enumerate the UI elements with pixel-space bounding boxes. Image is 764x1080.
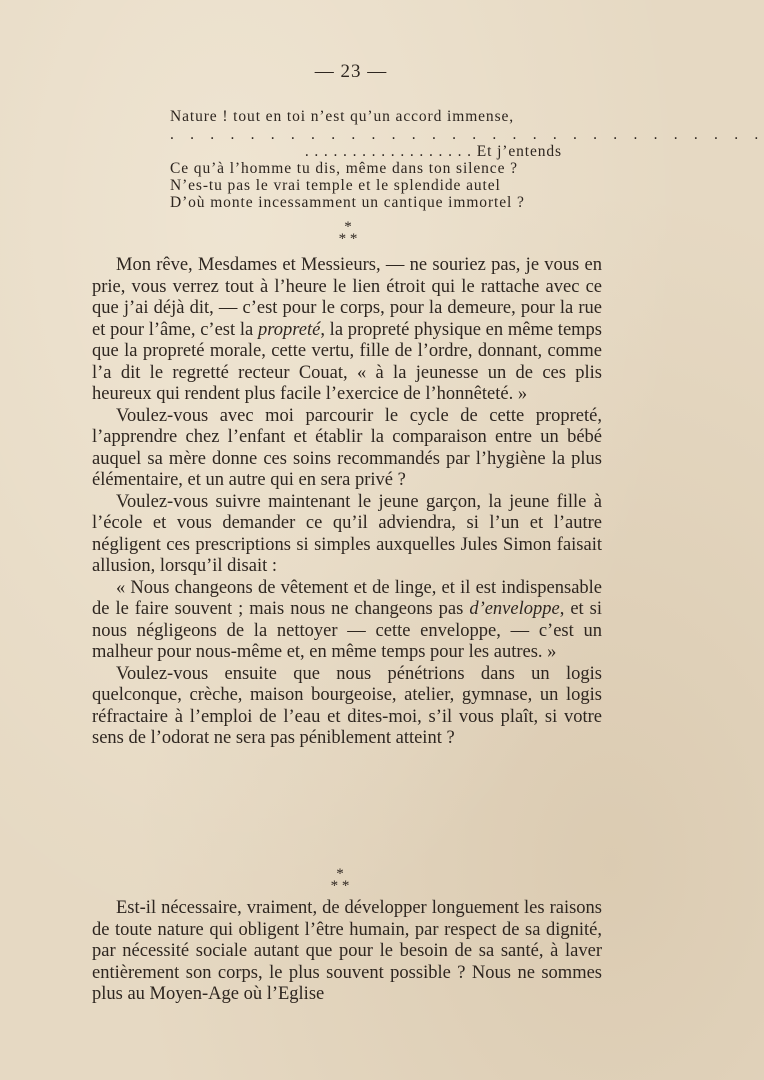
page-number: — 23 — bbox=[314, 61, 388, 82]
paragraph-reve: Mon rêve, Mesdames et Messieurs, — ne souriez pas, je vous en prie, vous verrez tout à l’heure le lien étroit qui le rattache avec ce que j’ai déjà dit, — c’est pour le corps, pour la demeure, pour la rue et pour l’âme, c’est la propreté, la propreté physique en même temps que la propreté morale, cette vertu, fille de l’ordre, donnant, comme l’a dit le regretté recteur Couat, « à la jeunesse un de ces plis heureux qui rendent plus facile l’exercice de l’honnêteté. » bbox=[92, 255, 602, 404]
section-asterism-2 bbox=[310, 868, 370, 892]
paragraph-logis: Voulez-vous ensuite que nous pénétrions dans un logis quelconque, crèche, maison bourgeoise, atelier, gymnase, un logis réfractaire à l’emploi de l’eau et dites-moi, s’il vous plaît, si votre sens de l’odorat ne sera pas péniblement atteint ? bbox=[92, 663, 602, 748]
asterism-bottom: * * bbox=[330, 878, 350, 894]
poem-line-3: Ce qu’à l’homme tu dis, même dans ton silence ? bbox=[170, 160, 518, 177]
poem-ellipsis-line: . . . . . . . . . . . . . . . . . . . . . . . . . . . . . . bbox=[170, 126, 764, 143]
section-asterism-1 bbox=[318, 221, 378, 245]
emphasis-proprete: propreté bbox=[257, 319, 321, 340]
poem-line-2: . . . . . . . . . . . . . . . . . . Et j’entends bbox=[304, 143, 562, 160]
emphasis-enveloppe: d’enveloppe bbox=[469, 599, 560, 619]
paragraph-citation: « Nous changeons de vêtement et de linge, et il est indispensable de le faire souvent ; mais nous ne changeons pas d’enveloppe, et si nous négligeons de la nettoyer — cette enveloppe, — c’est un malheur pour nous-même et, en même temps pour les autres. » bbox=[92, 577, 602, 662]
paragraph-laver: Est-il nécessaire, vraiment, de développer longuement les raisons de toute nature qui obligent l’être humain, par respect de sa dignité, par nécessité sociale autant que pour le besoin de sa santé, à laver entièrement son corps, le plus souvent possible ? Nous ne sommes plus au Moyen-Age où l’Eglise bbox=[92, 898, 602, 1004]
poem-line-5: D’où monte incessamment un cantique immortel ? bbox=[170, 194, 525, 211]
poem-line-1: Nature ! tout en toi n’est qu’un accord immense, bbox=[170, 108, 515, 125]
paragraph-ecole: Voulez-vous suivre maintenant le jeune garçon, la jeune fille à l’école et vous demander ce qu’il adviendra, si l’un et l’autre négligent ces prescriptions si simples auxquelles Jules Simon faisait allusion, lorsqu’il disait : bbox=[92, 491, 602, 576]
asterism-bottom: * * bbox=[338, 231, 358, 247]
asterism-top: * bbox=[336, 866, 344, 882]
paragraph-cycle: Voulez-vous avec moi parcourir le cycle de cette propreté, l’apprendre chez l’enfant et établir la comparaison entre un bébé auquel sa mère donne ces soins recommandés par l’hygiène la plus élémentaire, et un autre qui en sera privé ? bbox=[92, 405, 602, 490]
poem-line-4: N’es-tu pas le vrai temple et le splendide autel bbox=[170, 177, 501, 194]
section-2-text bbox=[92, 898, 602, 1006]
section-1-text bbox=[92, 255, 602, 750]
asterism-top: * bbox=[344, 219, 352, 235]
